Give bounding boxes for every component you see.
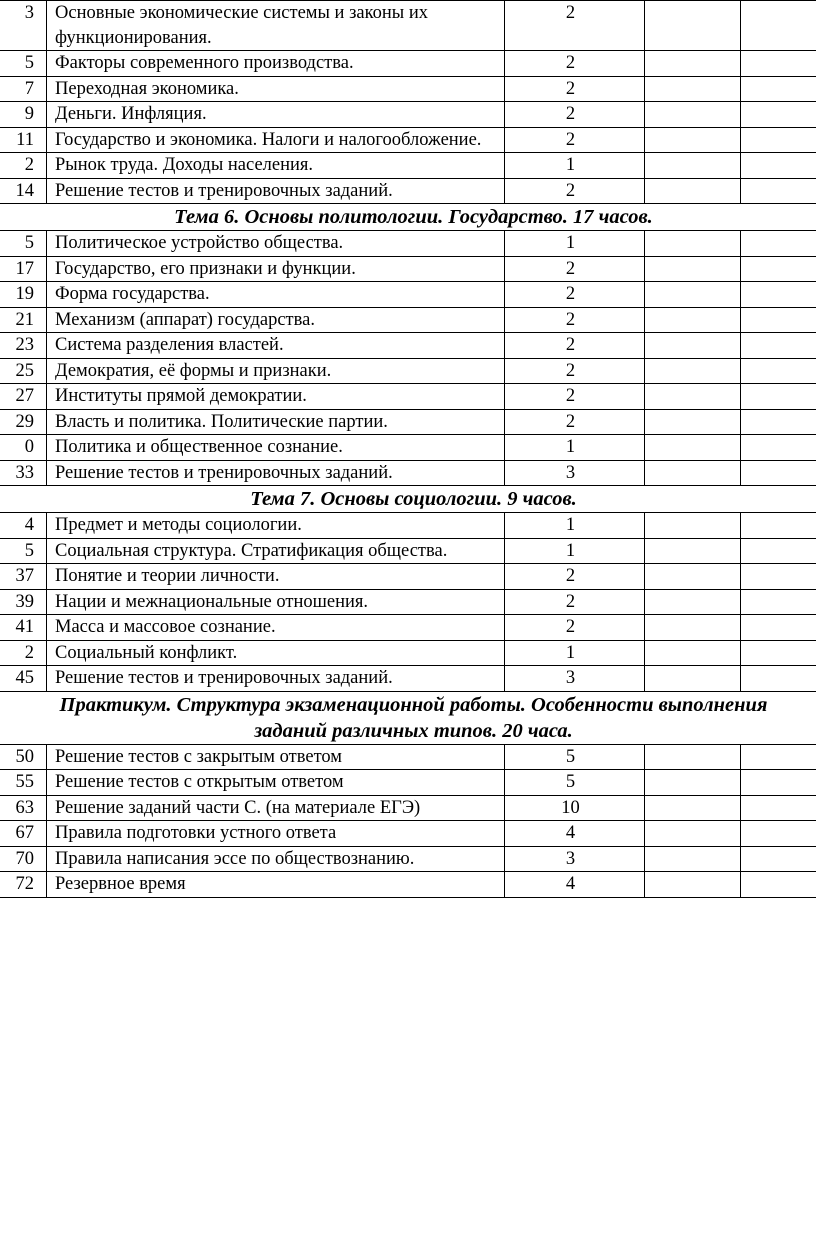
empty-cell-date-planned [645, 872, 741, 898]
lesson-title: Социальная структура. Стратификация общества. [47, 538, 505, 564]
lesson-hours: 1 [505, 231, 645, 257]
empty-cell-date-planned [645, 435, 741, 461]
empty-cell-date-planned [645, 256, 741, 282]
lesson-number: 2 [0, 153, 47, 179]
empty-cell-date-actual [741, 333, 816, 359]
table-row [0, 640, 816, 666]
lesson-hours: 2 [505, 589, 645, 615]
lesson-number: 37 [0, 564, 47, 590]
empty-cell-date-planned [645, 846, 741, 872]
lesson-number: 41 [0, 615, 47, 641]
lesson-title: Предмет и методы социологии. [47, 513, 505, 539]
lesson-hours: 2 [505, 51, 645, 77]
lesson-hours: 1 [505, 513, 645, 539]
lesson-number: 63 [0, 795, 47, 821]
lesson-title: Форма государства. [47, 282, 505, 308]
empty-cell-date-planned [645, 589, 741, 615]
empty-cell-date-actual [741, 282, 816, 308]
lesson-title: Решение заданий части С. (на материале ЕГЭ) [47, 795, 505, 821]
empty-cell-date-planned [645, 460, 741, 486]
lesson-number: 17 [0, 256, 47, 282]
lesson-title: Решение тестов и тренировочных заданий. [47, 460, 505, 486]
lesson-number: 25 [0, 358, 47, 384]
table-row [0, 872, 816, 898]
section-header-row [0, 204, 816, 231]
lesson-plan-body [0, 1, 816, 898]
empty-cell-date-planned [645, 564, 741, 590]
empty-cell-date-actual [741, 538, 816, 564]
lesson-title: Государство, его признаки и функции. [47, 256, 505, 282]
empty-cell-date-planned [645, 744, 741, 770]
section-header-row [0, 486, 816, 513]
lesson-hours: 2 [505, 564, 645, 590]
lesson-title: Деньги. Инфляция. [47, 102, 505, 128]
lesson-title: Понятие и теории личности. [47, 564, 505, 590]
table-row [0, 795, 816, 821]
lesson-hours: 1 [505, 435, 645, 461]
empty-cell-date-actual [741, 795, 816, 821]
lesson-hours: 10 [505, 795, 645, 821]
empty-cell-date-planned [645, 795, 741, 821]
lesson-hours: 1 [505, 538, 645, 564]
empty-cell-date-actual [741, 231, 816, 257]
table-row [0, 589, 816, 615]
table-row [0, 178, 816, 204]
lesson-title: Масса и массовое сознание. [47, 615, 505, 641]
lesson-number: 72 [0, 872, 47, 898]
lesson-number: 50 [0, 744, 47, 770]
empty-cell-date-planned [645, 513, 741, 539]
lesson-hours: 3 [505, 846, 645, 872]
empty-cell-date-planned [645, 102, 741, 128]
empty-cell-date-actual [741, 666, 816, 692]
empty-cell-date-actual [741, 307, 816, 333]
lesson-number: 23 [0, 333, 47, 359]
lesson-number: 5 [0, 538, 47, 564]
table-row [0, 358, 816, 384]
lesson-title: Резервное время [47, 872, 505, 898]
table-row [0, 127, 816, 153]
lesson-hours: 2 [505, 76, 645, 102]
lesson-number: 3 [0, 1, 47, 51]
lesson-title: Решение тестов с открытым ответом [47, 770, 505, 796]
lesson-number: 45 [0, 666, 47, 692]
empty-cell-date-actual [741, 872, 816, 898]
lesson-number: 39 [0, 589, 47, 615]
empty-cell-date-planned [645, 358, 741, 384]
empty-cell-date-actual [741, 102, 816, 128]
section-title: Тема 6. Основы политологии. Государство. 17 часов. [0, 204, 816, 231]
lesson-number: 2 [0, 640, 47, 666]
lesson-hours: 5 [505, 770, 645, 796]
table-row [0, 538, 816, 564]
empty-cell-date-actual [741, 51, 816, 77]
lesson-title: Переходная экономика. [47, 76, 505, 102]
empty-cell-date-planned [645, 178, 741, 204]
table-row [0, 256, 816, 282]
lesson-hours: 2 [505, 102, 645, 128]
empty-cell-date-planned [645, 153, 741, 179]
lesson-title: Факторы современного производства. [47, 51, 505, 77]
empty-cell-date-planned [645, 615, 741, 641]
empty-cell-date-actual [741, 384, 816, 410]
table-row [0, 76, 816, 102]
empty-cell-date-actual [741, 513, 816, 539]
empty-cell-date-actual [741, 770, 816, 796]
empty-cell-date-actual [741, 76, 816, 102]
empty-cell-date-planned [645, 770, 741, 796]
empty-cell-date-planned [645, 666, 741, 692]
lesson-number: 5 [0, 51, 47, 77]
empty-cell-date-planned [645, 821, 741, 847]
lesson-number: 7 [0, 76, 47, 102]
table-row [0, 615, 816, 641]
section-title: Практикум. Структура экзаменационной работы. Особенности выполнения заданий различных типов. 20 часа. [0, 691, 816, 744]
table-row [0, 282, 816, 308]
table-row [0, 770, 816, 796]
lesson-number: 0 [0, 435, 47, 461]
empty-cell-date-actual [741, 153, 816, 179]
empty-cell-date-planned [645, 538, 741, 564]
empty-cell-date-planned [645, 384, 741, 410]
empty-cell-date-actual [741, 1, 816, 51]
lesson-title: Механизм (аппарат) государства. [47, 307, 505, 333]
lesson-number: 14 [0, 178, 47, 204]
empty-cell-date-actual [741, 127, 816, 153]
lesson-title: Политика и общественное сознание. [47, 435, 505, 461]
empty-cell-date-planned [645, 333, 741, 359]
lesson-number: 27 [0, 384, 47, 410]
section-header-row [0, 691, 816, 744]
lesson-title: Власть и политика. Политические партии. [47, 409, 505, 435]
empty-cell-date-planned [645, 127, 741, 153]
table-row [0, 744, 816, 770]
section-title: Тема 7. Основы социологии. 9 часов. [0, 486, 816, 513]
lesson-number: 55 [0, 770, 47, 796]
table-row [0, 409, 816, 435]
lesson-hours: 1 [505, 153, 645, 179]
lesson-title: Система разделения властей. [47, 333, 505, 359]
empty-cell-date-planned [645, 409, 741, 435]
empty-cell-date-actual [741, 615, 816, 641]
lesson-hours: 3 [505, 460, 645, 486]
empty-cell-date-planned [645, 307, 741, 333]
lesson-hours: 2 [505, 409, 645, 435]
lesson-title: Основные экономические системы и законы их функционирования. [47, 1, 505, 51]
empty-cell-date-actual [741, 409, 816, 435]
table-row [0, 564, 816, 590]
lesson-number: 33 [0, 460, 47, 486]
empty-cell-date-planned [645, 76, 741, 102]
lesson-title: Демократия, её формы и признаки. [47, 358, 505, 384]
lesson-title: Нации и межнациональные отношения. [47, 589, 505, 615]
empty-cell-date-planned [645, 640, 741, 666]
table-row [0, 384, 816, 410]
lesson-hours: 4 [505, 821, 645, 847]
lesson-title: Решение тестов с закрытым ответом [47, 744, 505, 770]
empty-cell-date-planned [645, 51, 741, 77]
empty-cell-date-actual [741, 744, 816, 770]
lesson-hours: 2 [505, 615, 645, 641]
lesson-number: 5 [0, 231, 47, 257]
empty-cell-date-actual [741, 846, 816, 872]
lesson-hours: 2 [505, 1, 645, 51]
table-row [0, 666, 816, 692]
table-row [0, 333, 816, 359]
empty-cell-date-actual [741, 589, 816, 615]
lesson-title: Правила подготовки устного ответа [47, 821, 505, 847]
empty-cell-date-actual [741, 256, 816, 282]
lesson-number: 11 [0, 127, 47, 153]
lesson-number: 19 [0, 282, 47, 308]
lesson-hours: 2 [505, 333, 645, 359]
lesson-title: Рынок труда. Доходы населения. [47, 153, 505, 179]
lesson-hours: 1 [505, 640, 645, 666]
table-row [0, 51, 816, 77]
empty-cell-date-planned [645, 231, 741, 257]
lesson-number: 29 [0, 409, 47, 435]
lesson-number: 67 [0, 821, 47, 847]
empty-cell-date-actual [741, 178, 816, 204]
lesson-number: 9 [0, 102, 47, 128]
lesson-hours: 2 [505, 358, 645, 384]
lesson-title: Правила написания эссе по обществознанию. [47, 846, 505, 872]
empty-cell-date-planned [645, 1, 741, 51]
lesson-title: Решение тестов и тренировочных заданий. [47, 178, 505, 204]
table-row [0, 821, 816, 847]
lesson-hours: 2 [505, 256, 645, 282]
lesson-hours: 2 [505, 307, 645, 333]
lesson-title: Социальный конфликт. [47, 640, 505, 666]
lesson-hours: 2 [505, 282, 645, 308]
lesson-hours: 3 [505, 666, 645, 692]
empty-cell-date-actual [741, 564, 816, 590]
lesson-title: Государство и экономика. Налоги и налогообложение. [47, 127, 505, 153]
lesson-hours: 2 [505, 178, 645, 204]
empty-cell-date-planned [645, 282, 741, 308]
table-row [0, 231, 816, 257]
lesson-title: Политическое устройство общества. [47, 231, 505, 257]
lesson-title: Решение тестов и тренировочных заданий. [47, 666, 505, 692]
table-row [0, 307, 816, 333]
empty-cell-date-actual [741, 821, 816, 847]
lesson-number: 21 [0, 307, 47, 333]
empty-cell-date-actual [741, 460, 816, 486]
empty-cell-date-actual [741, 358, 816, 384]
lesson-hours: 2 [505, 127, 645, 153]
lesson-hours: 2 [505, 384, 645, 410]
table-row [0, 153, 816, 179]
lesson-hours: 5 [505, 744, 645, 770]
table-row [0, 1, 816, 51]
lesson-hours: 4 [505, 872, 645, 898]
empty-cell-date-actual [741, 640, 816, 666]
table-row [0, 846, 816, 872]
lesson-number: 70 [0, 846, 47, 872]
table-row [0, 435, 816, 461]
empty-cell-date-actual [741, 435, 816, 461]
lesson-number: 4 [0, 513, 47, 539]
table-row [0, 460, 816, 486]
table-row [0, 102, 816, 128]
table-row [0, 513, 816, 539]
lesson-title: Институты прямой демократии. [47, 384, 505, 410]
